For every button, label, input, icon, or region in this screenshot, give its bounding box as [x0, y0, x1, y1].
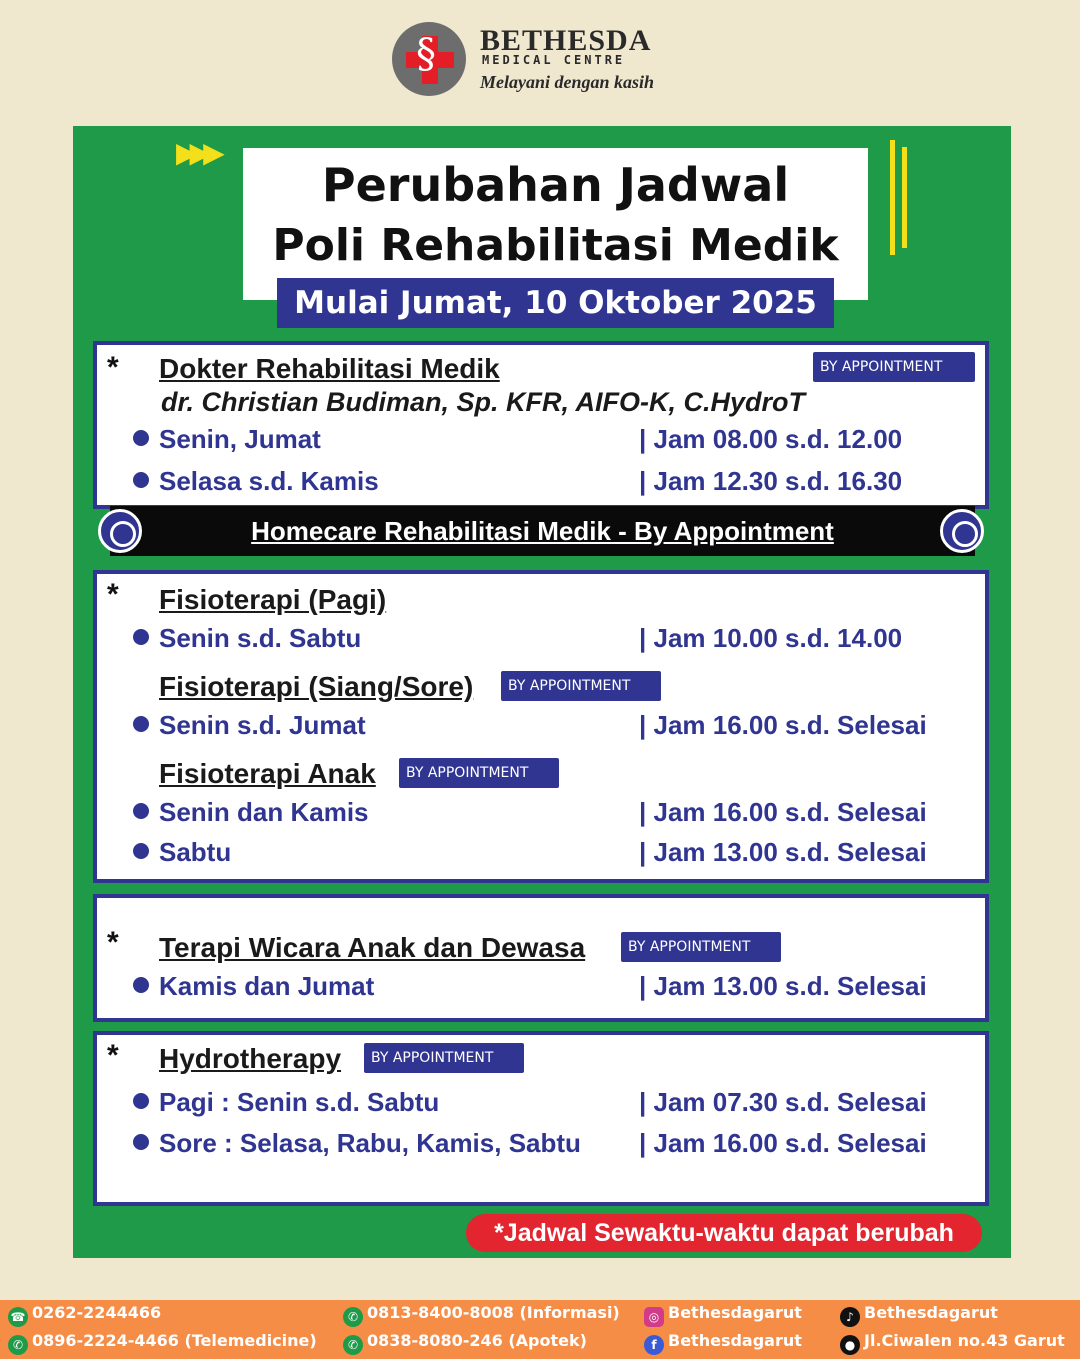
footer-address[interactable]	[840, 1331, 1065, 1355]
footer-tiktok[interactable]	[840, 1303, 998, 1327]
appointment-badge: BY APPOINTMENT	[621, 932, 781, 962]
logo-emblem-icon: §	[392, 22, 466, 96]
whatsapp-icon: ✆	[8, 1335, 28, 1355]
schedule-day: Pagi : Senin s.d. Sabtu	[133, 1087, 439, 1118]
facebook-icon: f	[644, 1335, 664, 1355]
appointment-badge: BY APPOINTMENT	[813, 352, 975, 382]
footer-instagram[interactable]	[644, 1303, 802, 1327]
schedule-day: Senin, Jumat	[133, 424, 321, 455]
schedule-time: | Jam 07.30 s.d. Selesai	[639, 1087, 927, 1117]
schedule-time: | Jam 10.00 s.d. 14.00	[639, 623, 903, 653]
start-date-banner: Mulai Jumat, 10 Oktober 2025	[277, 278, 834, 328]
instagram-icon: ◎	[644, 1307, 664, 1327]
ring-right-icon	[940, 509, 984, 553]
footer-wa-apotek[interactable]	[343, 1331, 587, 1355]
footer-wa-info[interactable]	[343, 1303, 620, 1327]
schedule-day: Senin s.d. Sabtu	[133, 623, 361, 654]
section-star: *	[107, 578, 119, 611]
homecare-banner: Homecare Rehabilitasi Medik - By Appointment	[110, 506, 975, 556]
schedule-day: Kamis dan Jumat	[133, 971, 374, 1002]
bars-decoration-icon	[890, 140, 912, 255]
schedule-change-note: *Jadwal Sewaktu-waktu dapat berubah	[466, 1214, 982, 1252]
schedule-time: | Jam 13.00 s.d. Selesai	[639, 971, 927, 1001]
section-heading: Fisioterapi Anak	[159, 758, 376, 789]
section-star: *	[107, 1039, 119, 1072]
section-star: *	[107, 926, 119, 959]
footer-wa-info-text: 0813-8400-8008 (Informasi)	[367, 1303, 620, 1322]
schedule-day: Sabtu	[133, 837, 231, 868]
whatsapp-icon: ✆	[343, 1335, 363, 1355]
appointment-badge: BY APPOINTMENT	[501, 671, 661, 701]
ring-left-icon	[98, 509, 142, 553]
section-heading: Fisioterapi (Pagi)	[159, 584, 387, 615]
footer-instagram-text: Bethesdagarut	[668, 1303, 802, 1322]
section-heading: Fisioterapi (Siang/Sore)	[159, 671, 474, 702]
footer-phone[interactable]	[8, 1303, 161, 1327]
schedule-time: | Jam 13.00 s.d. Selesai	[639, 837, 927, 867]
logo-tagline: Melayani dengan kasih	[480, 72, 655, 92]
telephone-icon: ☎	[8, 1307, 28, 1327]
footer-telemedicine-text: 0896-2224-4466 (Telemedicine)	[32, 1331, 317, 1350]
appointment-badge: BY APPOINTMENT	[399, 758, 559, 788]
schedule-day: Senin s.d. Jumat	[133, 710, 366, 741]
section-hydrotherapy	[93, 1031, 989, 1206]
section-heading: Dokter Rehabilitasi Medik	[159, 353, 500, 384]
footer-phone-text: 0262-2244466	[32, 1303, 162, 1322]
page-title-line1: Perubahan Jadwal	[321, 158, 790, 212]
logo-name: BETHESDA	[480, 24, 652, 57]
appointment-badge: BY APPOINTMENT	[364, 1043, 524, 1073]
footer-telemedicine[interactable]	[8, 1331, 317, 1355]
logo	[392, 20, 692, 100]
schedule-time: | Jam 16.00 s.d. Selesai	[639, 1128, 927, 1158]
arrows-decoration-icon: ▶▶▶	[176, 137, 217, 168]
schedule-time: | Jam 12.30 s.d. 16.30	[639, 466, 903, 496]
doctor-name: dr. Christian Budiman, Sp. KFR, AIFO-K, C.HydroT	[161, 387, 806, 417]
footer-facebook-text: Bethesdagarut	[668, 1331, 802, 1350]
schedule-day: Sore : Selasa, Rabu, Kamis, Sabtu	[133, 1128, 581, 1159]
section-fisioterapi	[93, 570, 989, 883]
section-heading: Terapi Wicara Anak dan Dewasa	[159, 932, 586, 963]
section-terapi-wicara	[93, 894, 989, 1022]
schedule-time: | Jam 08.00 s.d. 12.00	[639, 424, 903, 454]
schedule-day: Senin dan Kamis	[133, 797, 369, 828]
whatsapp-icon: ✆	[343, 1307, 363, 1327]
footer-address-text: Jl.Ciwalen no.43 Garut	[864, 1331, 1065, 1350]
location-pin-icon: ●	[840, 1335, 860, 1355]
tiktok-icon: ♪	[840, 1307, 860, 1327]
schedule-day: Selasa s.d. Kamis	[133, 466, 379, 497]
page-title-line2: Poli Rehabilitasi Medik	[272, 220, 839, 271]
schedule-time: | Jam 16.00 s.d. Selesai	[639, 710, 927, 740]
logo-subtitle: MEDICAL CENTRE	[482, 53, 626, 67]
section-star: *	[107, 351, 119, 384]
footer-facebook[interactable]	[644, 1331, 802, 1355]
footer-tiktok-text: Bethesdagarut	[864, 1303, 998, 1322]
footer-wa-apotek-text: 0838-8080-246 (Apotek)	[367, 1331, 587, 1350]
section-heading: Hydrotherapy	[159, 1043, 342, 1074]
schedule-time: | Jam 16.00 s.d. Selesai	[639, 797, 927, 827]
section-dokter	[93, 341, 989, 509]
contact-footer	[0, 1300, 1080, 1359]
